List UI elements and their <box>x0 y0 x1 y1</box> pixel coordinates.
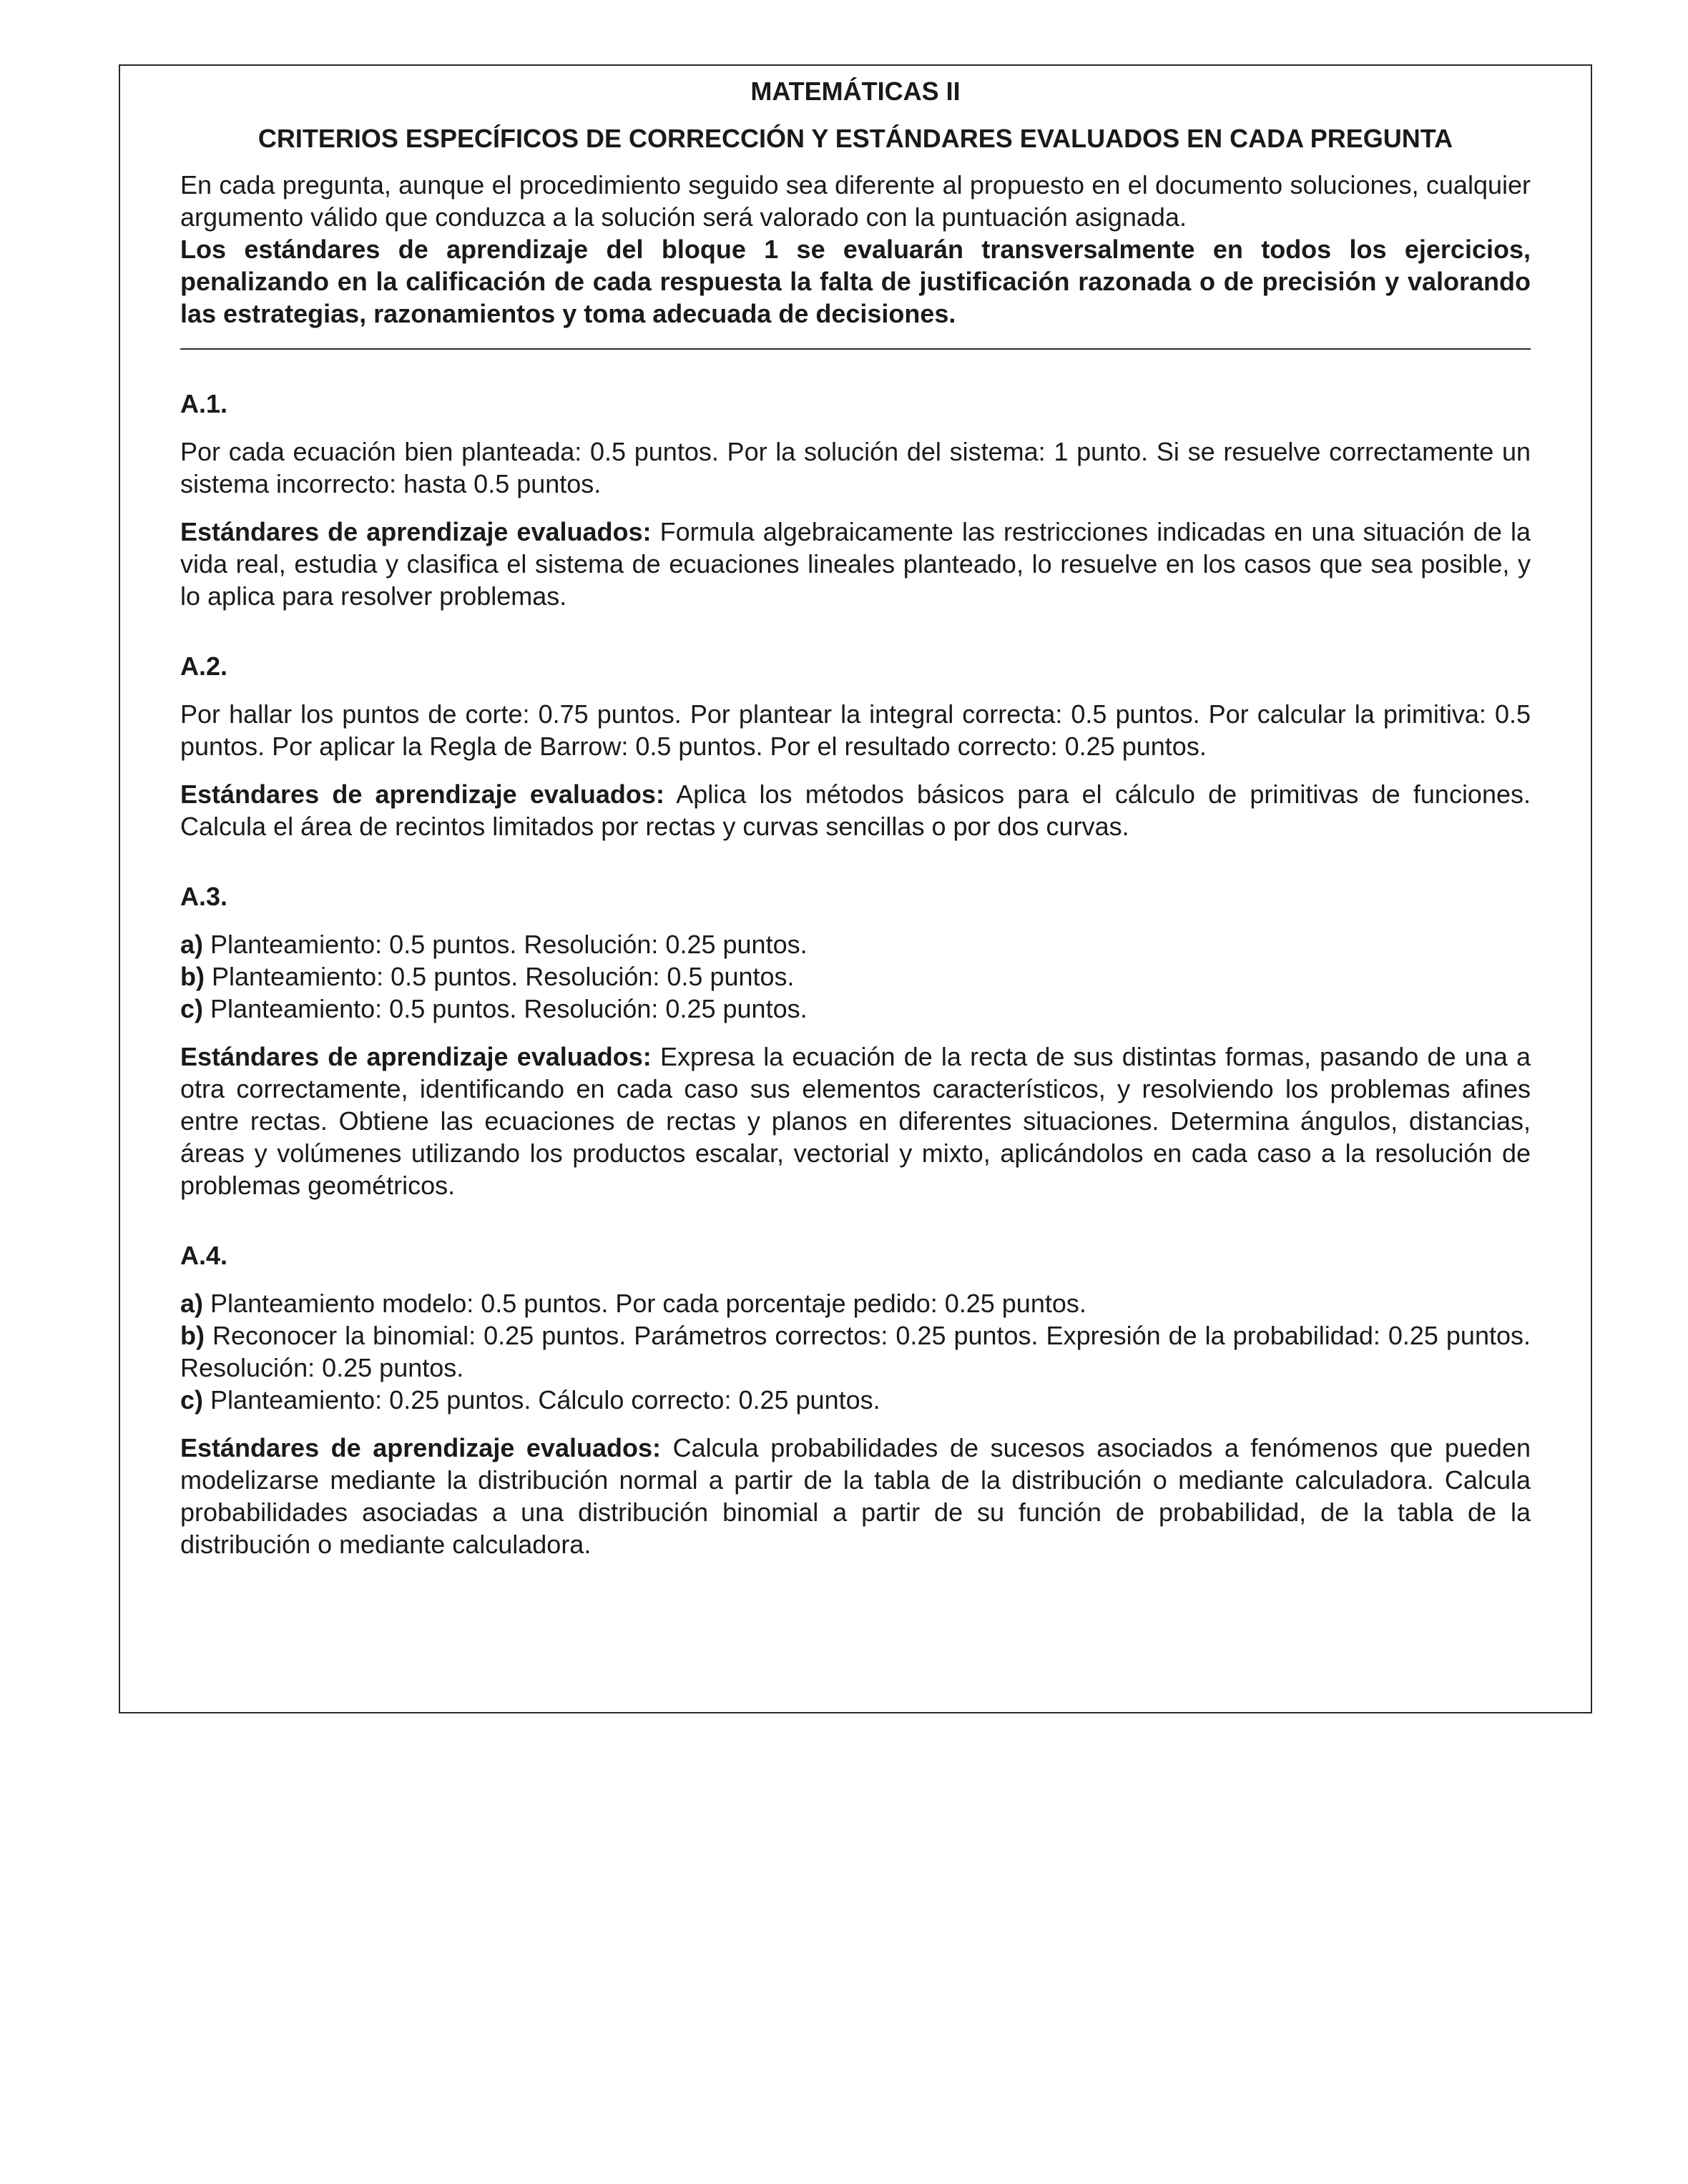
item-text: Planteamiento modelo: 0.5 puntos. Por cada porcentaje pedido: 0.25 puntos. <box>210 1289 1086 1318</box>
item-text: Planteamiento: 0.5 puntos. Resolución: 0.25 puntos. <box>210 994 808 1023</box>
item-label: c) <box>180 1385 204 1415</box>
item-label: a) <box>180 930 204 959</box>
standards-label: Estándares de aprendizaje evaluados: <box>180 1042 652 1071</box>
section-a3 <box>180 881 1531 1201</box>
intro-bold-paragraph: Los estándares de aprendizaje del bloque 1 se evaluarán transversalmente en todos los ejercicios, penalizando en la calificación de cada respuesta la falta de justificación razonada o de precisión y valorando las estrategias, razonamientos y toma adecuada de decisiones. <box>180 235 1531 328</box>
criteria-item <box>180 1384 1531 1416</box>
section-standards <box>180 516 1531 612</box>
section-title: A.4. <box>180 1241 228 1270</box>
criteria-item <box>180 1287 1531 1319</box>
item-label: b) <box>180 962 205 991</box>
section-criteria: Por cada ecuación bien planteada: 0.5 puntos. Por la solución del sistema: 1 punto. Si se resuelve correctamente un sistema incorrecto: hasta 0.5 puntos. <box>180 437 1531 498</box>
section-title: A.1. <box>180 389 228 418</box>
item-text: Planteamiento: 0.25 puntos. Cálculo correcto: 0.25 puntos. <box>210 1385 880 1415</box>
document-title: MATEMÁTICAS II <box>750 77 961 106</box>
section-standards <box>180 1041 1531 1201</box>
item-text: Reconocer la binomial: 0.25 puntos. Parámetros correctos: 0.25 puntos. Expresión de la probabilidad: 0.25 puntos. Resolución: 0.25 puntos. <box>180 1321 1531 1382</box>
standards-label: Estándares de aprendizaje evaluados: <box>180 517 652 546</box>
section-criteria: Por hallar los puntos de corte: 0.75 puntos. Por plantear la integral correcta: 0.5 puntos. Por calcular la primitiva: 0.5 puntos. Por aplicar la Regla de Barrow: 0.5 puntos. Por el resultado correcto: 0.25 puntos. <box>180 699 1531 761</box>
standards-text: Calcula probabilidades de sucesos asociados a fenómenos que pueden modelizarse mediante la distribución normal a partir de la tabla de la distribución o mediante calculadora. Calcula probabilidades asociadas a una distribución binomial a partir de su función de probabilidad, de la tabla de la distribución o mediante calculadora. <box>180 1433 1531 1559</box>
document-subtitle: CRITERIOS ESPECÍFICOS DE CORRECCIÓN Y ESTÁNDARES EVALUADOS EN CADA PREGUNTA <box>257 124 1453 153</box>
criteria-item <box>180 960 1531 993</box>
standards-label: Estándares de aprendizaje evaluados: <box>180 779 664 809</box>
section-title: A.3. <box>180 882 228 911</box>
criteria-document-frame <box>119 64 1592 1713</box>
document-content <box>180 66 1531 1560</box>
item-text: Planteamiento: 0.5 puntos. Resolución: 0.5 puntos. <box>212 962 795 991</box>
criteria-item <box>180 1319 1531 1384</box>
standards-text: Expresa la ecuación de la recta de sus distintas formas, pasando de una a otra correctamente, identificando en cada caso sus elementos característicos, y resolviendo los problemas afines entre rectas. Obtiene las ecuaciones de rectas y planos en diferentes situaciones. Determina ángulos, distancias, áreas y volúmenes utilizando los productos escalar, vectorial y mixto, aplicándolos en cada caso a la resolución de problemas geométricos. <box>180 1042 1531 1200</box>
item-label: b) <box>180 1321 205 1350</box>
item-label: a) <box>180 1289 204 1318</box>
section-a2 <box>180 651 1531 842</box>
intro-paragraph: En cada pregunta, aunque el procedimiento seguido sea diferente al propuesto en el documento soluciones, cualquier argumento válido que conduzca a la solución será valorado con la puntuación asignada. <box>180 170 1531 232</box>
criteria-list <box>180 928 1531 1025</box>
section-standards <box>180 778 1531 842</box>
item-text: Planteamiento: 0.5 puntos. Resolución: 0.25 puntos. <box>210 930 808 959</box>
section-a1 <box>180 388 1531 612</box>
header-divider <box>180 348 1531 350</box>
criteria-list <box>180 1287 1531 1416</box>
standards-label: Estándares de aprendizaje evaluados: <box>180 1433 661 1462</box>
section-a4 <box>180 1240 1531 1560</box>
section-standards <box>180 1432 1531 1560</box>
section-title: A.2. <box>180 651 228 681</box>
standards-text: Aplica los métodos básicos para el cálculo de primitivas de funciones. Calcula el área de recintos limitados por rectas y curvas sencillas o por dos curvas. <box>180 779 1531 841</box>
criteria-item <box>180 928 1531 960</box>
item-label: c) <box>180 994 204 1023</box>
standards-text: Formula algebraicamente las restricciones indicadas en una situación de la vida real, estudia y clasifica el sistema de ecuaciones lineales planteado, lo resuelve en los casos que sea posible, y lo aplica para resolver problemas. <box>180 517 1531 611</box>
criteria-item <box>180 993 1531 1025</box>
